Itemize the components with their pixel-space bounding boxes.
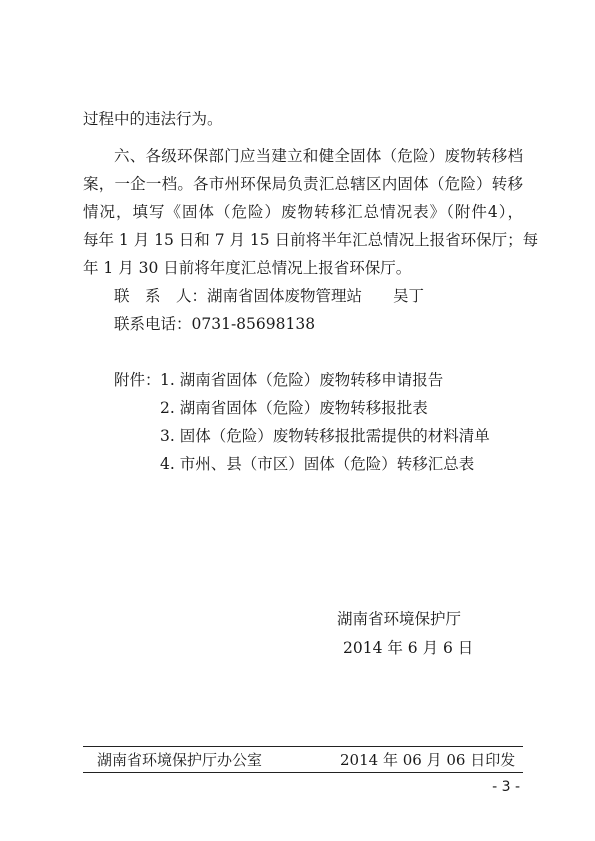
signature-date: 2014 年 6 月 6 日	[343, 639, 474, 657]
signature-org: 湖南省环境保护厅	[337, 610, 462, 628]
attachment-item: 4. 市州、县（市区）固体（危险）转移汇总表	[160, 455, 475, 473]
paragraph-line: 年 1 月 30 日前将年度汇总情况上报省环保厅。	[83, 259, 412, 277]
paragraph-line: 案，一企一档。各市州环保局负责汇总辖区内固体（危险）转移	[83, 175, 523, 193]
attachment-item: 2. 湖南省固体（危险）废物转移报批表	[160, 399, 428, 417]
page-number: - 3 -	[492, 779, 520, 795]
contact-phone: 联系电话：0731-85698138	[114, 315, 316, 333]
footer-office: 湖南省环境保护厅办公室	[97, 751, 263, 769]
attachments-label: 附件：	[114, 371, 161, 389]
paragraph-tail: 过程中的违法行为。	[83, 110, 223, 128]
paragraph-line: 每年 1 月 15 日和 7 月 15 日前将半年汇总情况上报省环保厅；每	[83, 231, 539, 249]
contact-person: 联 系 人：湖南省固体废物管理站 吴丁	[114, 287, 425, 305]
footer-bottom-rule	[83, 772, 523, 773]
paragraph-line: 情况，填写《固体（危险）废物转移汇总情况表》（附件4），	[83, 203, 523, 221]
footer-top-rule	[83, 746, 523, 747]
footer-issued-date: 2014 年 06 月 06 日印发	[340, 751, 516, 769]
paragraph-line: 六、各级环保部门应当建立和健全固体（危险）废物转移档	[114, 147, 523, 165]
attachment-item: 3. 固体（危险）废物转移报批需提供的材料清单	[160, 427, 490, 445]
attachment-item: 1. 湖南省固体（危险）废物转移申请报告	[160, 371, 444, 389]
